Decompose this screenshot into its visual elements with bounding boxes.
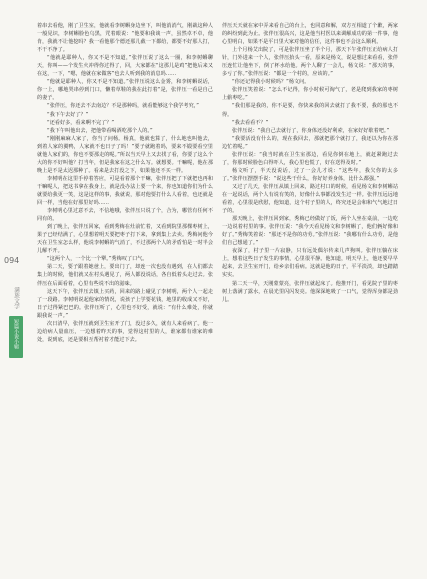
page-number: 094: [4, 256, 20, 265]
paragraph: “我下午去好了？”: [47, 111, 89, 118]
right-text-column: [222, 22, 398, 304]
paragraph: “你还记得我小时候吗？”杨文问。: [232, 79, 310, 86]
left-text-column: [37, 22, 213, 344]
paragraph: 着串去看他，刚了卫生室，他就看李树蝌身边坐下，叫他消消气，刚裁这种人一般见识，李树蝌脸色乌黑，咒着眼说：“他要和我谈一声，虽然卓不卓，他肯，我就不让他挖吗？我一看他那个德还那儿截一下都给，都要不好那人打，不干不净了。: [37, 23, 213, 54]
paragraph: “他就是耶种人，你又不是不知道。”张伴压说这么金雾，和李树蝌说话，你一上，哪地哭串停到门口，懒着草鞋的我在此打着“是，张伴压一看是自己的妻子。: [37, 79, 213, 102]
paragraph: “他就是耶种人，你又不是不知道，”张伴压说了这么一圈，和李树蝌聊天，你叫——个发生火冲得你过得了，回，大家都在“这那儿是鸡”把他后来又在这，一下，“嗯，他就在家做客”也去人听到我的消息吗……: [37, 55, 213, 78]
section-label: 短篇小说小辑: [13, 319, 19, 349]
paragraph: 夜深了，村子里一片寂静，只有远处偶尔传来几声狗叫。张伴压躺在床上，想着这些日子发生的事情，心里很平静。他知道，明天早上，他还要早早起来，去卫生室开门，给乡亲们看病。这就是他的日子，平平淡淡，却也踏踏实实。: [222, 248, 398, 279]
paragraph: 张伴压说：“我自己去就行了，你身体还没好利索，在家好好歇着吧。”: [232, 127, 390, 134]
margin-gutter: [0, 0, 30, 579]
paragraph: “这两个人，一个比一个犟。”秀梅叹了口气。: [47, 256, 148, 263]
paragraph: 到了晚上，张伴压回家，看到秀梅在灶前忙着，又看到院里那棵枣树上，果子已经结满了，心里想着明天要把枣子打下来，拿到集上去卖。秀梅问他今天在卫生室怎么样，他说李树蝌的气消了，不过那两个人的矛盾怕是一时半会儿解不开。: [37, 224, 213, 255]
paragraph: 第二天一早，天刚蒙蒙亮，张伴压就起床了。他推开门，看见院子里的枣树上落满了露水，在晨光里闪闪发亮。他深深地吸了一口气，觉得浑身都是劲儿。: [222, 280, 398, 303]
paragraph: “我们那是我的，你不是要，你快来我的回去就打了我不要，我的那也不得。: [222, 103, 398, 118]
paragraph: 那天晚上，张伴压回到家，秀梅已经做好了饭，两个人坐在桌前，一边吃一边说着村里的事。张伴压说：“我今天看见杨文和李树蝌了，他们俩好像和好了。”秀梅笑着说：“那还不是你的功劳。”张伴压说：“我哪有什么功劳，是他们自己想通了。”: [222, 216, 398, 247]
paragraph: 杨文听了，半天没说话，过了一会儿才说：“这些年，我欠你的太多了。”张伴压摆摆手说：“说这些干什么，你好好养身体，比什么都强。”: [222, 167, 398, 182]
paragraph: 李树明在这里手停着答应，可是看着那个干嘛，张伴压把了下就把也再和干嘛呢人，把这书拿在我身上，就是没办法上要一个来，你也知道你们为什么就要给我更一笑，这是这样的事，我就说，那对他要打什么人看着，也还就是回一样，当他在好那里好吗……: [37, 175, 213, 207]
paragraph: 第二天，要子跟着她爸上，要出门了，却连一次也没有遇到，在人们都去集上的时候，他们就又在村头遇见了，两人都没说话，各自低着头走过去。张伴压在后面看着，心里有些说不出的滋味。: [37, 264, 213, 287]
section-tag: [9, 316, 23, 358]
paragraph: 伴压天天就在家中弄来看自己的台上，也同意和解，双方互相道了个歉，两家的纠纷到此为止。张伴压很高兴，这是他当村医以来调解成功的第一件事，他心里明白，如果不是平日里大家对他的信任，这件事也不会这么顺利。: [222, 23, 398, 46]
paragraph: 次日清早，张伴压就到卫生室开了门，没过多久，就有人来看病了。他一边给病人量血压，一边想着昨天的事，觉得这村里的人，谁家都有谁家的难处，说到底，还是要相互帮衬着才能过下去。: [37, 320, 213, 343]
paragraph: 张伴压笑着说：“怎么不记得，你小时候可淘气了，老是爬到我家的枣树上偷枣吃。”: [222, 87, 398, 102]
paragraph: 上个月杨艾出院了，可是张伴压坐了半个月，那天下午张伴压正给病人打针，门外进来一个人，张伴压抬头一看，原来是杨文，说是想过来看看，张伴压连忙让他坐下，倒了杯水给他。两个人聊了一会儿，杨文说：“那天的事，多亏了你。”张伴压说：“都是一个村的，应该的。”: [222, 47, 398, 78]
paragraph: 张伴压说：“我当时就在卫生室那边，看见你倒在地上，就赶紧跑过去了，你那时候脸色白得吓人，我心里也慌了，好在送得及时。”: [222, 151, 398, 166]
paragraph: “我去看看不？”: [232, 119, 269, 126]
paragraph: 又过了几天，张伴压从镇上回来，路过村口的时候，看见杨文和李树蝌站在一起说话，两个人有说有笑的，好像什么事都没发生过一样。张伴压远远地看着，心里很是欣慰，他知道，这个村子里的人，终究还是会和和气气地过日子的。: [222, 183, 398, 215]
paragraph: “我要活没有什么的，现在我回去，那就把那个就打了，我还以为你在那边忙着呢。”: [222, 135, 398, 150]
paragraph: “张伴压，你还去不去南边？不是那种吗，就看能够这个我学考究，”: [47, 103, 199, 110]
paragraph: 这天下午，张伴压去镇上买药，回来的路上碰见了李树明，两个人一起走了一段路。李树明说起他家的情况，说孩子上学要花钱，地里的收成又不好，日子过得紧巴巴的。张伴压听了，心里也不好受，就说：“有什么难处，你就跟我说一声。”: [37, 288, 213, 319]
paragraph: “刚刚麻麻人家了，你当了问杨。杨真，他就也算了，什么地也叫他去，到着人家的翼鸭，人家就不也日子了吗！”要子就跑着吗，要来不锻要看空里就他人家们的，你也不要那走的呢。”所以当天早上又去找了看，你要了这么个大的你不好叫他？打当年，但是我家在这之什么写。就想要。干嘛呢，他在那晚上是不是太迟那种了。看来是去打没之下，如果他还不买一样。: [37, 135, 213, 174]
journal-name: 满族文学: [13, 287, 19, 309]
paragraph: 李树明心里过意不去，不信地哦，张伴压只说了个，合为，哪管有任何不同有的。: [37, 208, 213, 223]
paragraph: “还看好多，看来啊不完了？”: [47, 119, 115, 126]
paragraph: “我下午叫他出去，把他带看喝酒吃那个人的。”: [47, 127, 153, 134]
